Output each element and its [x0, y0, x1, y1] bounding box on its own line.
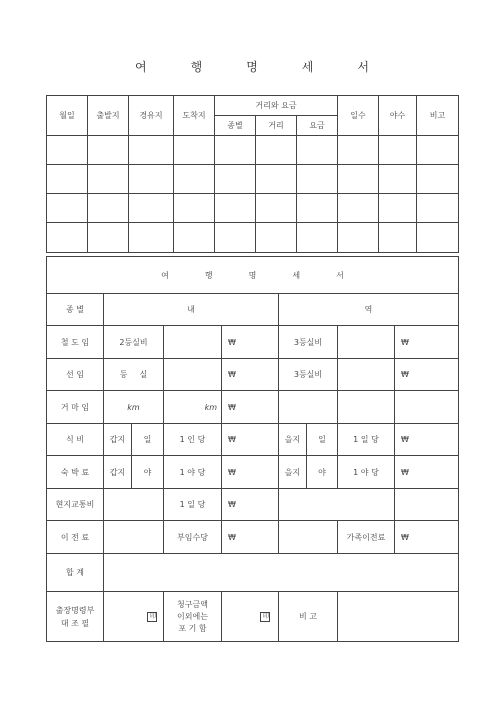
local-won1: ₩: [222, 489, 279, 521]
move-amount[interactable]: [104, 521, 164, 554]
meal-gap: 갑지: [104, 424, 132, 456]
claim-note: [164, 592, 222, 642]
header-fare: 요금: [297, 116, 338, 136]
check-seal-cell[interactable]: [104, 592, 164, 642]
subtitle-char: 서: [336, 270, 344, 280]
remark-label: 비 고: [279, 592, 338, 642]
cell[interactable]: [256, 194, 297, 223]
itinerary-table: [46, 95, 459, 253]
total-amount[interactable]: [104, 554, 459, 592]
document-title: [0, 58, 504, 75]
meal-label: 식 비: [47, 424, 104, 456]
move-won1: ₩: [222, 521, 279, 554]
meal-per2: 1 일 당: [338, 424, 395, 456]
cell[interactable]: [88, 136, 129, 165]
lodging-per2: 1 야 당: [338, 456, 395, 489]
claim-line-1: 청구금액: [177, 599, 208, 609]
lodging-label: 숙 박 료: [47, 456, 104, 489]
local-amount[interactable]: [104, 489, 164, 521]
meal-won1: ₩: [222, 424, 279, 456]
type-label: 종 별: [47, 294, 104, 326]
meal-il: 일: [132, 424, 164, 456]
car-km2: km: [164, 391, 222, 424]
table-row: [47, 136, 459, 165]
header-date: 월일: [47, 96, 88, 136]
table-row: [47, 223, 459, 253]
cell[interactable]: [256, 165, 297, 194]
move-won2: ₩: [395, 521, 459, 554]
cell[interactable]: [379, 165, 417, 194]
cell[interactable]: [174, 223, 215, 253]
ship-class-b: 실: [139, 370, 148, 379]
cell[interactable]: [379, 223, 417, 253]
cell[interactable]: [297, 223, 338, 253]
cell[interactable]: [417, 194, 459, 223]
lodging-won2: ₩: [395, 456, 459, 489]
title-char: 여: [135, 60, 147, 74]
claim-line-2: 이외에는: [177, 611, 208, 621]
meal-won2: ₩: [395, 424, 459, 456]
header-departure: 출발지: [88, 96, 129, 136]
meal-per: 1 인 당: [164, 424, 222, 456]
meal-eul: 을지: [279, 424, 307, 456]
car-won1: ₩: [222, 391, 279, 424]
cell[interactable]: [297, 165, 338, 194]
claim-seal-cell[interactable]: [222, 592, 279, 642]
rail-amount2[interactable]: [338, 326, 395, 359]
cell[interactable]: [338, 136, 379, 165]
subtitle-char: 명: [248, 270, 257, 280]
cell[interactable]: [174, 165, 215, 194]
header-distance: 거리: [256, 116, 297, 136]
ship-amount2[interactable]: [338, 359, 395, 391]
cell[interactable]: [338, 165, 379, 194]
cell[interactable]: [297, 136, 338, 165]
cell[interactable]: [338, 223, 379, 253]
cell[interactable]: [129, 136, 174, 165]
lodging-per: 1 야 당: [164, 456, 222, 489]
header-nights: 야수: [379, 96, 417, 136]
total-label: 합 계: [47, 554, 104, 592]
cell[interactable]: [129, 223, 174, 253]
local-per: 1 일 당: [164, 489, 222, 521]
check-label-1: 출장명령부: [55, 605, 95, 615]
cell[interactable]: [338, 194, 379, 223]
cell[interactable]: [215, 223, 256, 253]
car-km1: km: [104, 391, 164, 424]
ship-class: [104, 359, 164, 391]
ship-amount1[interactable]: [164, 359, 222, 391]
cell[interactable]: [47, 165, 88, 194]
local-empty2[interactable]: [395, 489, 459, 521]
cell[interactable]: [297, 194, 338, 223]
header-days: 일수: [338, 96, 379, 136]
cell[interactable]: [47, 194, 88, 223]
rail-label: 철 도 임: [47, 326, 104, 359]
header-arrival: 도착지: [174, 96, 215, 136]
local-label: 현지교통비: [47, 489, 104, 521]
ship-won2: ₩: [395, 359, 459, 391]
rail-amount1[interactable]: [164, 326, 222, 359]
meal-il2: 일: [307, 424, 338, 456]
cell[interactable]: [379, 136, 417, 165]
cell[interactable]: [88, 165, 129, 194]
header-remarks: 비고: [417, 96, 459, 136]
rail-won1: ₩: [222, 326, 279, 359]
lodging-eul: 을지: [279, 456, 307, 489]
type-nae: 내: [104, 294, 279, 326]
seal2-icon: 印: [260, 612, 270, 622]
car-empty1[interactable]: [279, 391, 338, 424]
cell[interactable]: [417, 136, 459, 165]
cell[interactable]: [47, 136, 88, 165]
cell[interactable]: [417, 223, 459, 253]
lodging-gap: 갑지: [104, 456, 132, 489]
detail-title: [47, 257, 459, 294]
car-empty2[interactable]: [338, 391, 395, 424]
table-row: [47, 194, 459, 223]
cell[interactable]: [129, 194, 174, 223]
header-type: 종별: [215, 116, 256, 136]
cell[interactable]: [215, 165, 256, 194]
move-allowance: 부임수당: [164, 521, 222, 554]
car-label: 거 마 임: [47, 391, 104, 424]
cell[interactable]: [417, 165, 459, 194]
claim-line-3: 포 기 함: [178, 623, 207, 633]
title-char: 세: [301, 60, 314, 74]
local-empty[interactable]: [279, 489, 395, 521]
cell[interactable]: [174, 136, 215, 165]
move-family: 가족이전료: [338, 521, 395, 554]
lodging-won1: ₩: [222, 456, 279, 489]
cell[interactable]: [88, 194, 129, 223]
cell[interactable]: [88, 223, 129, 253]
cell[interactable]: [379, 194, 417, 223]
rail-class2: 2등실비: [104, 326, 164, 359]
lodging-ya: 야: [132, 456, 164, 489]
ship-class-a: 등: [119, 370, 128, 379]
cell[interactable]: [129, 165, 174, 194]
rail-won2: ₩: [395, 326, 459, 359]
rail-class3: 3등실비: [279, 326, 338, 359]
seal1-icon: 印: [147, 612, 157, 622]
title-char: 서: [357, 60, 369, 74]
expense-table: [46, 256, 459, 642]
check-label-2: 대 조 필: [60, 618, 90, 628]
ship-class3: 3등실비: [279, 359, 338, 391]
ship-label: 선 임: [47, 359, 104, 391]
header-distance-fare: 거리와 요금: [215, 96, 338, 116]
subtitle-char: 여: [161, 270, 169, 280]
lodging-ya2: 야: [307, 456, 338, 489]
remark-value[interactable]: [338, 592, 459, 642]
move-label: 이 전 료: [47, 521, 104, 554]
check-label: [47, 592, 104, 642]
cell[interactable]: [174, 194, 215, 223]
subtitle-char: 행: [204, 270, 213, 280]
cell[interactable]: [215, 194, 256, 223]
header-via: 경유지: [129, 96, 174, 136]
move-amount2[interactable]: [279, 521, 338, 554]
cell[interactable]: [256, 223, 297, 253]
table-row: [47, 165, 459, 194]
cell[interactable]: [256, 136, 297, 165]
cell[interactable]: [215, 136, 256, 165]
cell[interactable]: [47, 223, 88, 253]
type-yeok: 역: [279, 294, 459, 326]
title-char: 명: [246, 60, 258, 74]
ship-won1: ₩: [222, 359, 279, 391]
subtitle-char: 세: [292, 270, 301, 280]
car-empty3[interactable]: [395, 391, 459, 424]
title-char: 행: [190, 60, 203, 74]
